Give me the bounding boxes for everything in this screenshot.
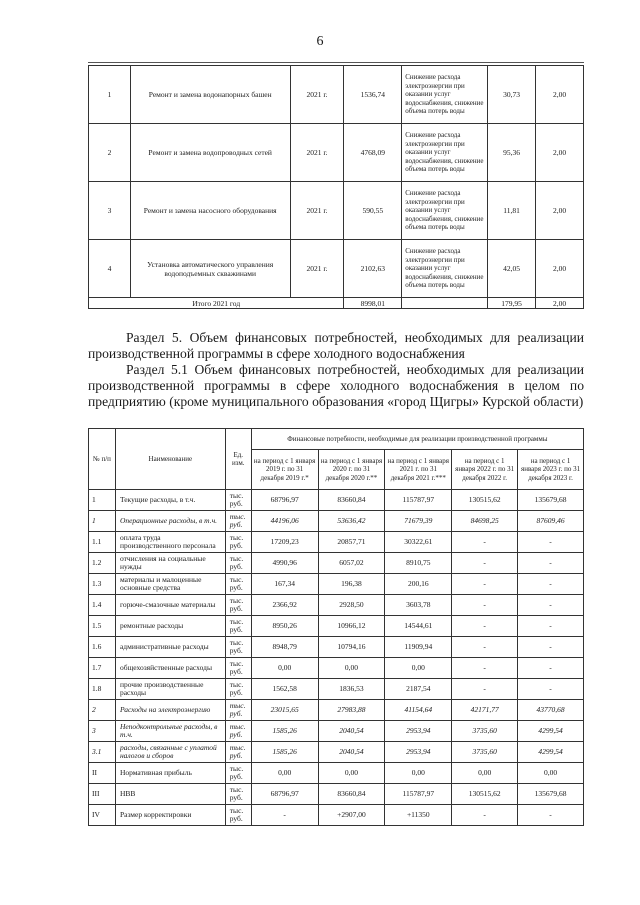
financial-row [89, 679, 584, 700]
measure-name: Установка автоматического управления водоподъемных скважинами [130, 240, 290, 298]
financial-row [89, 658, 584, 679]
financial-row [89, 721, 584, 742]
row-value: 84698,25 [452, 511, 518, 532]
row-value: 27983,88 [318, 700, 385, 721]
row-number: 2 [89, 700, 116, 721]
row-value: 41154,64 [385, 700, 452, 721]
financial-row [89, 574, 584, 595]
row-unit: тыс. руб. [225, 658, 251, 679]
row-name: Неподконтрольные расходы, в т.ч. [115, 721, 225, 742]
row-value: 10794,16 [318, 637, 385, 658]
row-number: II [89, 763, 116, 784]
row-value: - [452, 595, 518, 616]
row-number: III [89, 784, 116, 805]
row-unit: тыс. руб. [225, 616, 251, 637]
measure-row [89, 124, 584, 182]
row-value: +11350 [385, 805, 452, 826]
measure-effect: Снижение расхода электроэнергии при оказании услуг водоснабжения, снижение объема потерь воды [402, 66, 488, 124]
row-name: Текущие расходы, в т.ч. [115, 490, 225, 511]
row-value: - [452, 658, 518, 679]
row-number: 1.8 [89, 679, 116, 700]
row-value: 3735,60 [452, 721, 518, 742]
measure-year: 2021 г. [290, 66, 344, 124]
row-unit: тыс. руб. [225, 805, 251, 826]
row-value: 196,38 [318, 574, 385, 595]
header-divider [88, 62, 584, 63]
measure-value-1: 95,36 [488, 124, 536, 182]
row-value: 200,16 [385, 574, 452, 595]
row-name: ремонтные расходы [115, 616, 225, 637]
row-value: 115787,97 [385, 784, 452, 805]
row-number: 1.1 [89, 532, 116, 553]
measure-name: Ремонт и замена водопроводных сетей [130, 124, 290, 182]
measure-value-1: 11,81 [488, 182, 536, 240]
row-value: - [518, 574, 584, 595]
row-number: 3 [89, 721, 116, 742]
row-value: 1562,58 [251, 679, 318, 700]
row-name: Нормативная прибыль [115, 763, 225, 784]
row-value: 4990,96 [251, 553, 318, 574]
row-value: +2907,00 [318, 805, 385, 826]
measure-value-2: 2,00 [536, 66, 584, 124]
row-value: - [518, 616, 584, 637]
measure-value-2: 2,00 [536, 124, 584, 182]
row-value: 130515,62 [452, 784, 518, 805]
row-unit: тыс. руб. [225, 553, 251, 574]
row-name: Расходы на электроэнергию [115, 700, 225, 721]
header-number: № п/п [89, 429, 116, 490]
row-value: 11909,94 [385, 637, 452, 658]
row-number: 1.7 [89, 658, 116, 679]
row-value: 23015,65 [251, 700, 318, 721]
row-value: - [452, 532, 518, 553]
page-number: 6 [316, 34, 324, 49]
row-value: 0,00 [385, 658, 452, 679]
row-unit: тыс. руб. [225, 511, 251, 532]
row-value: 0,00 [251, 763, 318, 784]
financial-row [89, 553, 584, 574]
row-value: - [452, 553, 518, 574]
row-name: материалы и малоценные основные средства [115, 574, 225, 595]
measures-total-row [89, 298, 584, 309]
row-unit: тыс. руб. [225, 637, 251, 658]
total-cost: 8998,01 [344, 298, 402, 309]
row-value: 2187,54 [385, 679, 452, 700]
row-value: 115787,97 [385, 490, 452, 511]
measure-value-1: 30,73 [488, 66, 536, 124]
row-number: 1.6 [89, 637, 116, 658]
row-unit: тыс. руб. [225, 784, 251, 805]
row-value: 87609,46 [518, 511, 584, 532]
row-value: 43770,68 [518, 700, 584, 721]
row-value: 135679,68 [518, 490, 584, 511]
row-value: - [452, 616, 518, 637]
row-value: 1836,53 [318, 679, 385, 700]
row-value: - [251, 805, 318, 826]
financial-row [89, 637, 584, 658]
row-value: 0,00 [385, 763, 452, 784]
measure-number: 2 [89, 124, 131, 182]
measure-value-2: 2,00 [536, 182, 584, 240]
row-number: IV [89, 805, 116, 826]
financial-row [89, 805, 584, 826]
row-unit: тыс. руб. [225, 700, 251, 721]
financial-row [89, 742, 584, 763]
row-value: 20857,71 [318, 532, 385, 553]
row-value: 8948,79 [251, 637, 318, 658]
row-value: - [518, 658, 584, 679]
row-value: 2366,92 [251, 595, 318, 616]
measure-cost: 590,55 [344, 182, 402, 240]
measure-value-1: 42,05 [488, 240, 536, 298]
section-5-title: Раздел 5. Объем финансовых потребностей, необходимых для реализации производственной программы в сфере холодного водоснабжения [88, 330, 584, 361]
financial-row [89, 511, 584, 532]
row-value: 1585,26 [251, 721, 318, 742]
measure-effect: Снижение расхода электроэнергии при оказании услуг водоснабжения, снижение объема потерь воды [402, 182, 488, 240]
row-value: 14544,61 [385, 616, 452, 637]
measure-number: 4 [89, 240, 131, 298]
row-value: 4299,54 [518, 721, 584, 742]
row-name: общехозяйственные расходы [115, 658, 225, 679]
row-number: 1.5 [89, 616, 116, 637]
measure-value-2: 2,00 [536, 240, 584, 298]
row-value: 2928,50 [318, 595, 385, 616]
financial-row [89, 616, 584, 637]
row-value: - [452, 805, 518, 826]
row-value: 83660,84 [318, 490, 385, 511]
total-effect-empty [402, 298, 488, 309]
row-number: 1.4 [89, 595, 116, 616]
header-name: Наименование [115, 429, 225, 490]
financial-row [89, 595, 584, 616]
row-value: 167,34 [251, 574, 318, 595]
row-value: 2040,54 [318, 742, 385, 763]
financial-row [89, 700, 584, 721]
row-value: 10966,12 [318, 616, 385, 637]
total-value-2: 2,00 [536, 298, 584, 309]
total-label: Итого 2021 год [89, 298, 344, 309]
header-period: на период с 1 января 2021 г. по 31 декабря 2021 г.*** [385, 450, 452, 490]
row-value: - [452, 637, 518, 658]
section-5-1-title: Раздел 5.1 Объем финансовых потребностей, необходимых для реализации производственной программы в сфере холодного водоснабжения в целом по предприятию (кроме муниципального образования «город Щигры» Курской области) [88, 362, 584, 409]
row-value: 71679,39 [385, 511, 452, 532]
financial-needs-table-header [89, 429, 584, 490]
row-value: 6057,02 [318, 553, 385, 574]
measure-cost: 4768,09 [344, 124, 402, 182]
row-number: 1 [89, 490, 116, 511]
row-unit: тыс. руб. [225, 532, 251, 553]
measure-number: 3 [89, 182, 131, 240]
row-number: 3.1 [89, 742, 116, 763]
header-period: на период с 1 января 2019 г. по 31 декабря 2019 г.* [251, 450, 318, 490]
row-number: 1 [89, 511, 116, 532]
row-value: 2040,54 [318, 721, 385, 742]
row-value: - [518, 532, 584, 553]
measure-year: 2021 г. [290, 240, 344, 298]
row-value: - [518, 637, 584, 658]
row-value: 3735,60 [452, 742, 518, 763]
measure-effect: Снижение расхода электроэнергии при оказании услуг водоснабжения, снижение объема потерь воды [402, 240, 488, 298]
row-unit: тыс. руб. [225, 574, 251, 595]
financial-row [89, 490, 584, 511]
row-value: - [518, 679, 584, 700]
row-name: отчисления на социальные нужды [115, 553, 225, 574]
financial-needs-table-body [89, 490, 584, 826]
row-name: Операционные расходы, в т.ч. [115, 511, 225, 532]
measure-cost: 2102,63 [344, 240, 402, 298]
row-number: 1.2 [89, 553, 116, 574]
row-value: 2953,94 [385, 742, 452, 763]
row-value: 2953,94 [385, 721, 452, 742]
measure-number: 1 [89, 66, 131, 124]
row-value: 68796,97 [251, 490, 318, 511]
header-period: на период с 1 января 2022 г. по 31 декабря 2022 г. [452, 450, 518, 490]
row-value: 17209,23 [251, 532, 318, 553]
row-value: 4299,54 [518, 742, 584, 763]
financial-row [89, 532, 584, 553]
financial-row [89, 784, 584, 805]
row-value: - [518, 553, 584, 574]
row-value: 30322,61 [385, 532, 452, 553]
measure-year: 2021 г. [290, 124, 344, 182]
total-value-1: 179,95 [488, 298, 536, 309]
row-value: 68796,97 [251, 784, 318, 805]
measure-row [89, 66, 584, 124]
row-unit: тыс. руб. [225, 490, 251, 511]
row-value: - [518, 805, 584, 826]
row-value: 1585,26 [251, 742, 318, 763]
row-unit: тыс. руб. [225, 679, 251, 700]
row-value: 8950,26 [251, 616, 318, 637]
row-unit: тыс. руб. [225, 763, 251, 784]
measure-row [89, 240, 584, 298]
row-value: 0,00 [318, 763, 385, 784]
row-name: расходы, связанные с уплатой налогов и сборов [115, 742, 225, 763]
row-unit: тыс. руб. [225, 721, 251, 742]
measure-cost: 1536,74 [344, 66, 402, 124]
header-group: Финансовые потребности, необходимые для реализации производственной программы [251, 429, 583, 450]
row-value: 130515,62 [452, 490, 518, 511]
row-value: 0,00 [452, 763, 518, 784]
row-value: - [452, 574, 518, 595]
measures-table [88, 65, 584, 309]
row-unit: тыс. руб. [225, 595, 251, 616]
row-value: 135679,68 [518, 784, 584, 805]
row-value: 0,00 [518, 763, 584, 784]
row-name: НВВ [115, 784, 225, 805]
row-value: 44196,06 [251, 511, 318, 532]
row-value: - [452, 679, 518, 700]
row-value: 42171,77 [452, 700, 518, 721]
row-name: административные расходы [115, 637, 225, 658]
row-value: - [518, 595, 584, 616]
measure-name: Ремонт и замена насосного оборудования [130, 182, 290, 240]
row-unit: тыс. руб. [225, 742, 251, 763]
financial-needs-table [88, 428, 584, 826]
row-value: 3603,78 [385, 595, 452, 616]
header-unit: Ед. изм. [225, 429, 251, 490]
measure-year: 2021 г. [290, 182, 344, 240]
financial-row [89, 763, 584, 784]
row-name: горюче-смазочные материалы [115, 595, 225, 616]
measures-table-body [89, 66, 584, 309]
row-value: 0,00 [251, 658, 318, 679]
row-name: оплата труда производственного персонала [115, 532, 225, 553]
row-value: 83660,84 [318, 784, 385, 805]
measure-effect: Снижение расхода электроэнергии при оказании услуг водоснабжения, снижение объема потерь воды [402, 124, 488, 182]
measure-row [89, 182, 584, 240]
row-number: 1.3 [89, 574, 116, 595]
header-period: на период с 1 января 2020 г. по 31 декабря 2020 г.** [318, 450, 385, 490]
header-row-group [89, 429, 584, 450]
row-name: прочие производственные расходы [115, 679, 225, 700]
row-value: 53636,42 [318, 511, 385, 532]
header-period: на период с 1 января 2023 г. по 31 декабря 2023 г. [518, 450, 584, 490]
measure-name: Ремонт и замена водонапорных башен [130, 66, 290, 124]
row-name: Размер корректировки [115, 805, 225, 826]
row-value: 0,00 [318, 658, 385, 679]
row-value: 8910,75 [385, 553, 452, 574]
